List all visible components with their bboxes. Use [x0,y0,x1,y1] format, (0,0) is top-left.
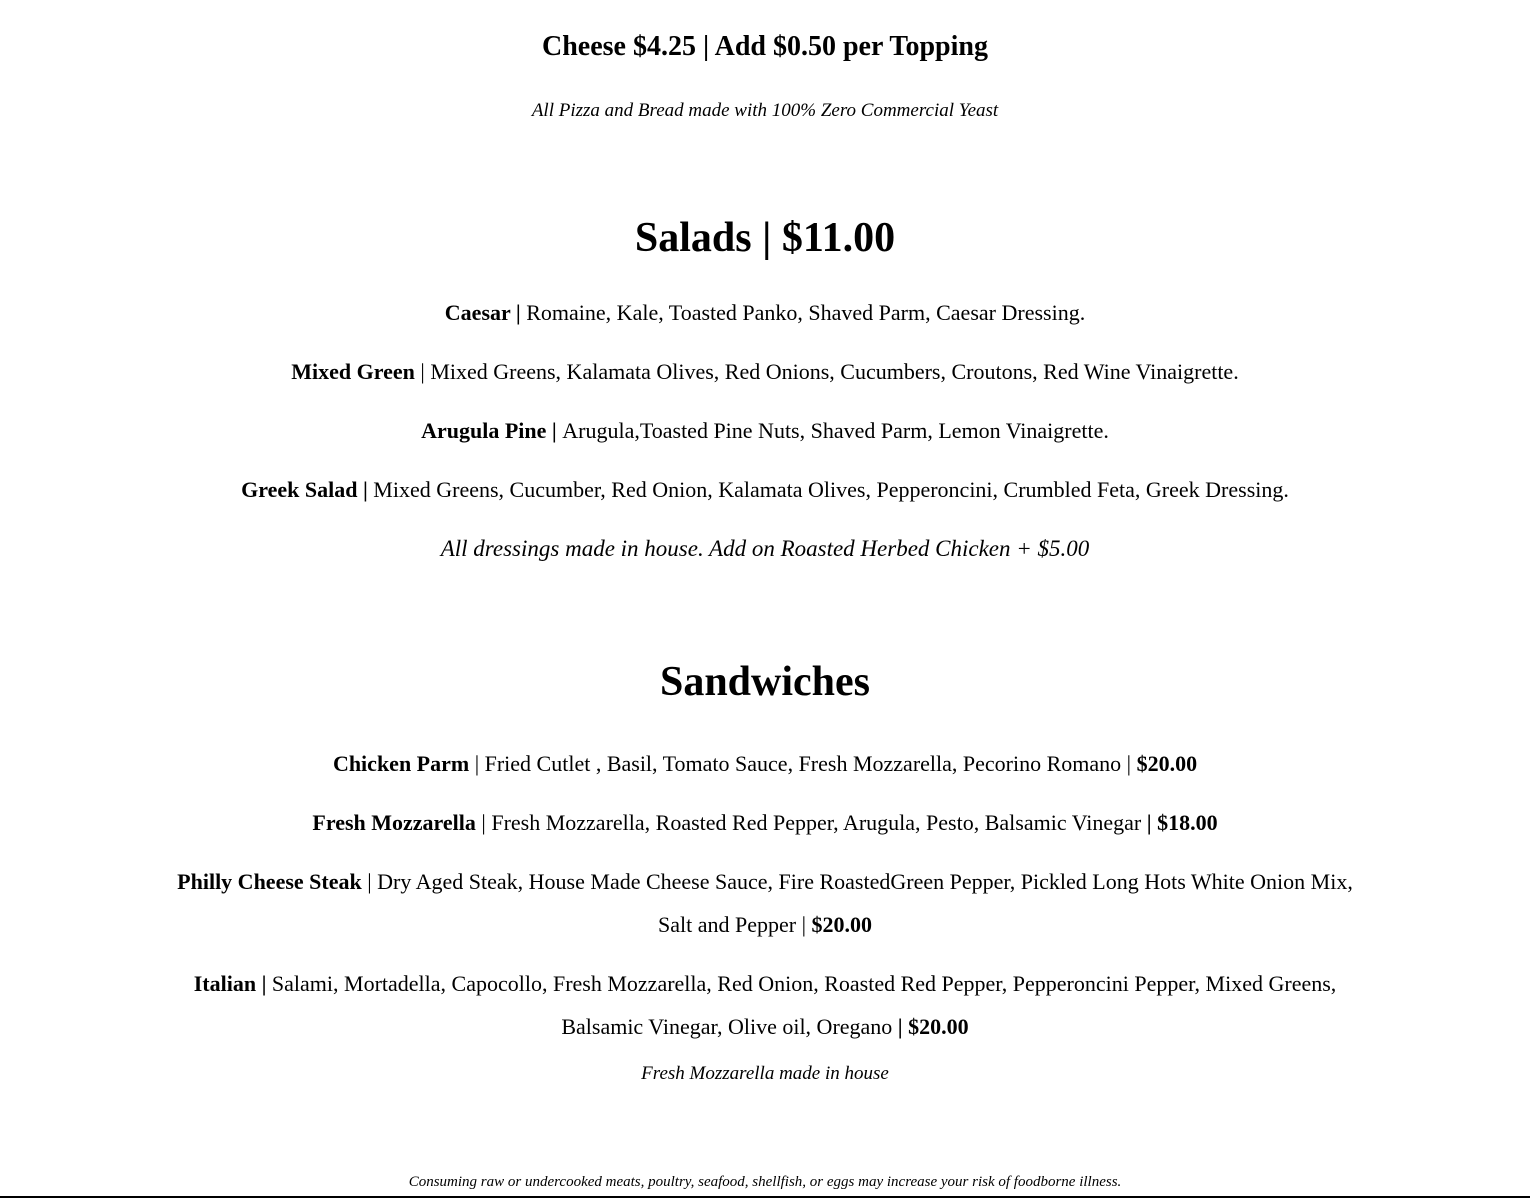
yeast-note: All Pizza and Bread made with 100% Zero Commercial Yeast [531,100,999,121]
salad-item-arugula-pine [165,409,1365,452]
price-separator: | [1121,751,1137,776]
sandwich-list [0,742,1530,1086]
item-separator: | [510,300,527,325]
item-separator: | [256,971,272,996]
price-separator: | [796,912,812,937]
item-price: $20.00 [908,1014,969,1039]
salads-heading: Salads | $11.00 [634,215,896,261]
item-name: Fresh Mozzarella [312,810,476,835]
item-name: Chicken Parm [332,751,470,776]
price-separator: | [1141,810,1158,835]
price-separator: | [892,1014,909,1039]
item-description: Mixed Greens, Cucumber, Red Onion, Kalamata Olives, Pepperoncini, Crumbled Feta, Greek Dressing. [373,477,1289,502]
item-description: Romaine, Kale, Toasted Panko, Shaved Parm, Caesar Dressing. [526,300,1086,325]
sandwich-item-philly-cheese-steak [165,860,1365,946]
pizza-price-line: Cheese $4.25 | Add $0.50 per Topping [542,31,988,62]
item-name: Mixed Green [291,359,415,384]
item-separator: | [475,810,492,835]
item-separator: | [414,359,431,384]
sandwich-item-fresh-mozzarella [165,801,1365,844]
salad-item-greek-salad [165,468,1365,511]
item-name: Philly Cheese Steak [177,869,362,894]
item-name: Arugula Pine [421,418,547,443]
item-separator: | [357,477,374,502]
item-price: $20.00 [1136,751,1198,776]
item-description: Mixed Greens, Kalamata Olives, Red Onions, Cucumbers, Croutons, Red Wine Vinaigrette. [430,359,1239,384]
bottom-divider [0,1196,1530,1198]
sandwich-item-chicken-parm [165,742,1365,785]
item-price: $20.00 [811,912,872,937]
item-description: Salami, Mortadella, Capocollo, Fresh Mozzarella, Red Onion, Roasted Red Pepper, Pepperoncini Pepper, Mixed Greens, Balsamic Vinegar, Olive oil, Oregano [271,971,1337,1039]
sandwich-item-italian [165,962,1365,1048]
foodborne-illness-disclaimer: Consuming raw or undercooked meats, poultry, seafood, shellfish, or eggs may increase your risk of foodborne illness. [408,1174,1122,1190]
sandwiches-heading: Sandwiches [659,659,871,705]
item-separator: | [361,869,378,894]
item-separator: | [546,418,563,443]
item-name: Italian [193,971,257,996]
mozzarella-note: Fresh Mozzarella made in house [641,1063,889,1084]
item-description: Fresh Mozzarella, Roasted Red Pepper, Arugula, Pesto, Balsamic Vinegar [491,810,1142,835]
item-description: Fried Cutlet , Basil, Tomato Sauce, Fresh Mozzarella, Pecorino Romano [484,751,1122,776]
item-separator: | [469,751,485,776]
salad-item-caesar [165,291,1365,334]
item-name: Greek Salad [241,477,358,502]
item-price: $18.00 [1157,810,1218,835]
salad-dressing-note: All dressings made in house. Add on Roasted Herbed Chicken + $5.00 [440,536,1090,561]
item-description: Dry Aged Steak, House Made Cheese Sauce, Fire RoastedGreen Pepper, Pickled Long Hots White Onion Mix, Salt and Pepper [377,869,1353,937]
salad-list [0,291,1530,570]
item-description: Arugula,Toasted Pine Nuts, Shaved Parm, Lemon Vinaigrette. [562,418,1109,443]
item-name: Caesar [444,300,511,325]
salad-item-mixed-green [165,350,1365,393]
